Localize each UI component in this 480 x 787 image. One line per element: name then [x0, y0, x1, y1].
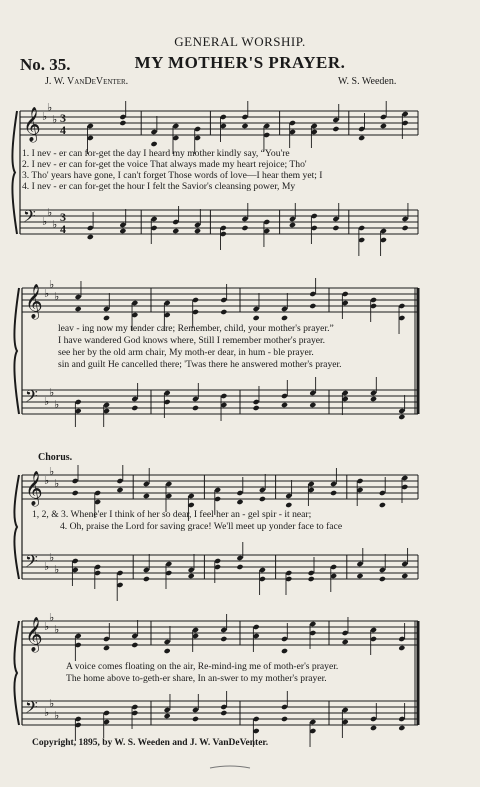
- note-head: [281, 716, 288, 722]
- note-head: [236, 499, 243, 505]
- flat-icon: ♭: [44, 395, 50, 408]
- note-head: [75, 306, 82, 312]
- note-head: [119, 120, 126, 126]
- note-head: [103, 645, 110, 651]
- time-signature-top: 3: [60, 210, 66, 224]
- verse-2-line-1: 2. I nev - er can for-get the voice That always made my heart rejoice; Tho': [22, 159, 307, 170]
- note-head: [309, 402, 316, 408]
- verse-2-line-2: I have wandered God knows where, Still I remember mother's prayer.: [58, 335, 326, 346]
- note-head: [398, 725, 405, 731]
- note-head: [87, 234, 94, 240]
- flat-icon: ♭: [49, 697, 55, 710]
- verse-1-line-2: leav - ing now my tender care; Remember, child, your mother's prayer.”: [58, 323, 334, 334]
- flat-icon: ♭: [44, 706, 50, 719]
- time-signature-bottom: 4: [60, 123, 66, 137]
- note-head: [143, 493, 150, 499]
- flat-icon: ♭: [42, 110, 48, 123]
- verse-1-line-1: 1. I nev - er can for-get the day I heard my mother kindly say, “You're: [22, 148, 290, 159]
- flourish-ornament: [210, 766, 250, 768]
- chorus-line-1: 1, 2, & 3. Whene'er I think of her so dear, I feel her an - gel spir - it near;: [32, 509, 312, 520]
- flat-icon: ♭: [54, 709, 60, 722]
- note-head: [356, 573, 363, 579]
- system-brace: [14, 475, 19, 579]
- flat-icon: ♭: [54, 563, 60, 576]
- note-head: [398, 645, 405, 651]
- note-head: [289, 222, 296, 228]
- note-head: [103, 315, 110, 321]
- note-head: [150, 141, 157, 147]
- verse-4-line-1: 4. I nev - er can for-get the hour I felt the Savior's cleansing power, My: [22, 181, 296, 192]
- note-head: [172, 228, 179, 234]
- flat-icon: ♭: [49, 278, 55, 291]
- flat-icon: ♭: [47, 206, 53, 219]
- time-signature-bottom: 4: [60, 222, 66, 236]
- note-head: [398, 414, 405, 420]
- note-head: [241, 123, 248, 129]
- note-head: [192, 405, 199, 411]
- note-head: [259, 496, 266, 502]
- flat-icon: ♭: [44, 474, 50, 487]
- note-head: [370, 396, 377, 402]
- flat-icon: ♭: [49, 386, 55, 399]
- flat-icon: ♭: [54, 477, 60, 490]
- chorus-line-2: 4. Oh, praise the Lord for saving grace! We'll meet up yonder face to face: [60, 521, 343, 532]
- flat-icon: ♭: [49, 551, 55, 564]
- flat-icon: ♭: [47, 101, 53, 114]
- chorus-label: Chorus.: [38, 452, 73, 463]
- chorus-line-4: The home above to-geth-er share, In an-swer to my mother's prayer.: [66, 673, 327, 684]
- system-brace: [14, 621, 19, 725]
- note-head: [164, 713, 171, 719]
- note-head: [281, 648, 288, 654]
- bass-clef-icon: 𝄢: [25, 551, 38, 575]
- note-head: [253, 315, 260, 321]
- note-head: [402, 225, 409, 231]
- note-head: [131, 642, 138, 648]
- flat-icon: ♭: [54, 623, 60, 636]
- note-head: [332, 126, 339, 132]
- note-head: [241, 225, 248, 231]
- flat-icon: ♭: [42, 215, 48, 228]
- note-head: [119, 228, 126, 234]
- time-signature-top: 3: [60, 111, 66, 125]
- note-head: [285, 502, 292, 508]
- bass-clef-icon: 𝄢: [25, 386, 38, 410]
- copyright-notice: Copyright, 1895, by W. S. Weeden and J. W. VanDeVenter.: [32, 738, 269, 748]
- note-head: [342, 639, 349, 645]
- note-head: [332, 225, 339, 231]
- note-head: [192, 716, 199, 722]
- bass-clef-icon: 𝄢: [23, 206, 36, 230]
- flat-icon: ♭: [44, 620, 50, 633]
- note-head: [309, 303, 316, 309]
- note-head: [281, 402, 288, 408]
- note-head: [194, 228, 201, 234]
- treble-clef-icon: 𝄞: [25, 284, 43, 319]
- note-head: [72, 490, 79, 496]
- hymn-title: MY MOTHER'S PRAYER.: [134, 53, 346, 72]
- note-head: [379, 502, 386, 508]
- note-head: [164, 648, 171, 654]
- note-head: [253, 405, 260, 411]
- treble-clef-icon: 𝄞: [23, 107, 41, 142]
- flat-icon: ♭: [49, 611, 55, 624]
- flat-icon: ♭: [44, 560, 50, 573]
- verse-3-line-2: see her by the old arm chair, My moth-er dear, in hum - ble prayer.: [58, 347, 314, 358]
- verse-3-line-1: 3. Tho' years have gone, I can't forget Those words of love—I hear them yet; I: [22, 170, 323, 181]
- note-head: [358, 135, 365, 141]
- note-head: [131, 405, 138, 411]
- note-head: [220, 309, 227, 315]
- composer-credit: W. S. Weeden.: [338, 76, 397, 87]
- note-head: [380, 123, 387, 129]
- lyricist-credit: J. W. VanDeVenter.: [45, 76, 129, 87]
- note-head: [370, 725, 377, 731]
- flat-icon: ♭: [52, 113, 58, 126]
- note-head: [281, 315, 288, 321]
- bass-clef-icon: 𝄢: [25, 697, 38, 721]
- flat-icon: ♭: [54, 398, 60, 411]
- flat-icon: ♭: [52, 218, 58, 231]
- treble-clef-icon: 𝄞: [25, 471, 43, 506]
- treble-clef-icon: 𝄞: [25, 617, 43, 652]
- note-head: [188, 573, 195, 579]
- flat-icon: ♭: [44, 287, 50, 300]
- verse-4-line-2: sin and guilt He cancelled there; 'Twas there he answered mother's prayer.: [58, 359, 342, 370]
- note-head: [308, 576, 315, 582]
- note-head: [236, 564, 243, 570]
- chorus-line-3: A voice comes floating on the air, Re-mind-ing me of moth-er's prayer.: [66, 661, 339, 672]
- system-brace: [12, 111, 17, 234]
- note-head: [330, 490, 337, 496]
- note-head: [379, 576, 386, 582]
- hymn-number: No. 35.: [20, 55, 71, 74]
- note-head: [116, 487, 123, 493]
- note-head: [220, 710, 227, 716]
- flat-icon: ♭: [49, 465, 55, 478]
- system-brace: [14, 288, 19, 414]
- note-head: [401, 573, 408, 579]
- section-heading: GENERAL WORSHIP.: [174, 34, 306, 49]
- flat-icon: ♭: [54, 290, 60, 303]
- note-head: [143, 576, 150, 582]
- note-head: [220, 636, 227, 642]
